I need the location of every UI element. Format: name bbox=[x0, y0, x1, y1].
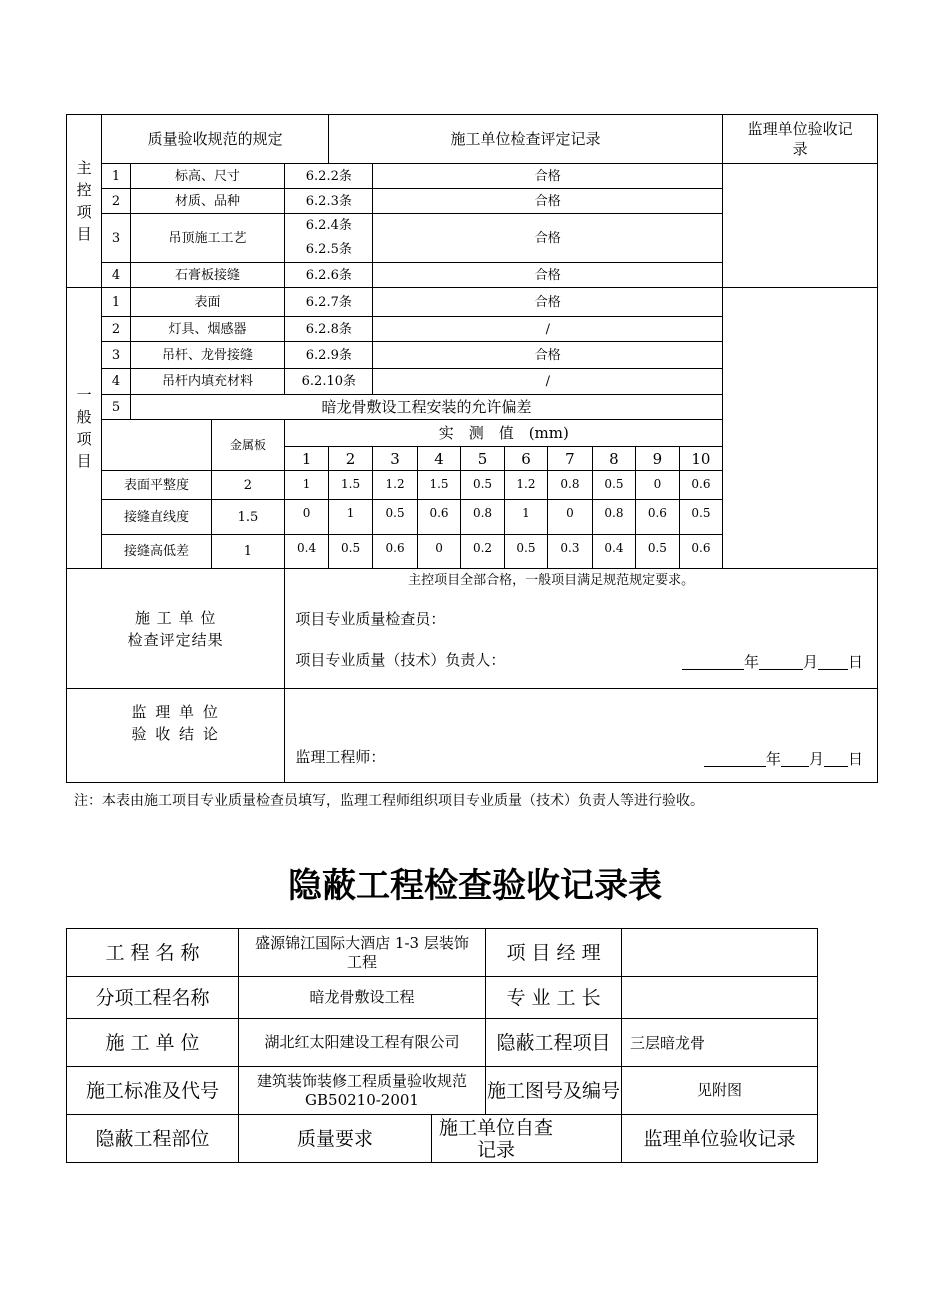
measure-col-number: 8 bbox=[592, 447, 635, 471]
metal-plate-label: 金属板 bbox=[211, 420, 285, 471]
inspection-table bbox=[66, 114, 878, 783]
day-blank[interactable] bbox=[818, 653, 848, 670]
vertical-label-char: 项 bbox=[76, 430, 92, 448]
item-no: 4 bbox=[102, 263, 130, 288]
measure-value: 1 bbox=[285, 471, 328, 500]
measure-value: 0.6 bbox=[636, 500, 679, 535]
hidden-works-table bbox=[66, 928, 818, 1163]
item-result: / bbox=[373, 317, 723, 342]
main-supervisor-cell bbox=[723, 164, 878, 288]
general-supervisor-cell bbox=[723, 288, 878, 569]
vertical-label-char: 目 bbox=[76, 225, 92, 243]
standard-label: 施工标准及代号 bbox=[67, 1067, 239, 1115]
measure-value: 1 bbox=[504, 500, 547, 535]
month-blank[interactable] bbox=[759, 653, 803, 670]
measure-col-number: 9 bbox=[636, 447, 679, 471]
measure-value: 0.2 bbox=[461, 535, 504, 569]
drawing-label: 施工图号及编号 bbox=[486, 1067, 622, 1115]
inspector-label: 项目专业质量检查员： bbox=[295, 610, 446, 628]
col-self-check bbox=[432, 1115, 622, 1163]
tech-lead-label: 项目专业质量（技术）负责人： bbox=[295, 651, 506, 669]
clause-line: 6.2.4条 bbox=[305, 218, 352, 233]
measure-value: 0 bbox=[548, 500, 592, 535]
measure-value: 1 bbox=[328, 500, 372, 535]
item-clause: 6.2.8条 bbox=[285, 317, 373, 342]
measure-value: 0.5 bbox=[592, 471, 635, 500]
foreman-value[interactable] bbox=[622, 977, 818, 1019]
item-no: 2 bbox=[102, 189, 130, 214]
standard-value: 建筑装饰装修工程质量验收规范 GB50210-2001 bbox=[239, 1067, 486, 1115]
measure-allowance: 1.5 bbox=[211, 500, 285, 535]
vertical-label-char: 般 bbox=[76, 408, 92, 426]
measure-value: 0 bbox=[636, 471, 679, 500]
item-name: 标高、尺寸 bbox=[130, 164, 285, 189]
spec-header: 质量验收规范的规定 bbox=[102, 115, 328, 164]
measure-value: 0.5 bbox=[328, 535, 372, 569]
measure-row-name: 接缝直线度 bbox=[102, 500, 211, 535]
measure-value: 0.4 bbox=[285, 535, 328, 569]
item-clause: 6.2.7条 bbox=[285, 288, 373, 317]
measure-col-number: 6 bbox=[504, 447, 547, 471]
measure-col-number: 5 bbox=[461, 447, 504, 471]
vertical-label-char: 一 bbox=[76, 386, 92, 404]
item-no: 5 bbox=[102, 395, 130, 420]
year-blank[interactable] bbox=[704, 750, 766, 767]
general-items-label bbox=[67, 288, 102, 569]
item-clause: 6.2.2条 bbox=[285, 164, 373, 189]
document-title: 隐蔽工程检查验收记录表 bbox=[288, 866, 662, 906]
measure-value: 0.5 bbox=[373, 500, 417, 535]
vertical-label-char: 项 bbox=[76, 203, 92, 221]
footnote: 注：本表由施工项目专业质量检查员填写，监理工程师组织项目专业质量（技术）负责人等进行验收。 bbox=[74, 793, 704, 809]
measure-col-number: 3 bbox=[373, 447, 417, 471]
blank-cell bbox=[102, 420, 211, 471]
project-name-value: 盛源锦江国际大酒店 1-3 层装饰工程 bbox=[239, 929, 486, 977]
contractor-value: 湖北红太阳建设工程有限公司 bbox=[239, 1019, 486, 1067]
measure-col-number: 1 bbox=[285, 447, 328, 471]
construction-result-cell bbox=[285, 569, 878, 689]
measure-value: 0.8 bbox=[592, 500, 635, 535]
item-result: 合格 bbox=[373, 214, 723, 263]
measure-value: 1.5 bbox=[417, 471, 460, 500]
drawing-value: 见附图 bbox=[622, 1067, 818, 1115]
measure-col-number: 2 bbox=[328, 447, 372, 471]
item-no: 3 bbox=[102, 214, 130, 263]
measure-value: 1.2 bbox=[504, 471, 547, 500]
month-blank[interactable] bbox=[781, 750, 809, 767]
measure-value: 0.5 bbox=[461, 471, 504, 500]
item-clause: 6.2.3条 bbox=[285, 189, 373, 214]
vertical-label-char: 目 bbox=[76, 452, 92, 470]
vertical-label-char: 主 bbox=[76, 159, 92, 177]
measure-value: 1.5 bbox=[328, 471, 372, 500]
month-label: 月 bbox=[802, 653, 818, 671]
measure-value: 0.5 bbox=[679, 500, 723, 535]
item-name: 吊顶施工工艺 bbox=[130, 214, 285, 263]
supervisor-conclusion-label: 监 理 单 位 验 收 结 论 bbox=[67, 689, 285, 783]
item-result: 合格 bbox=[373, 263, 723, 288]
measure-value: 0.8 bbox=[548, 471, 592, 500]
item-name: 吊杆内填充材料 bbox=[130, 369, 285, 395]
construction-conclusion: 主控项目全部合格，一般项目满足规范规定要求。 bbox=[408, 573, 695, 588]
measure-value: 0.6 bbox=[679, 471, 723, 500]
manager-value[interactable] bbox=[622, 929, 818, 977]
item-result: 合格 bbox=[373, 288, 723, 317]
item-result: / bbox=[373, 369, 723, 395]
item-clause: 6.2.10条 bbox=[285, 369, 373, 395]
measure-value: 1.2 bbox=[373, 471, 417, 500]
measure-col-number: 7 bbox=[548, 447, 592, 471]
col-self-check-text: 施工单位自查记录 bbox=[438, 1116, 553, 1161]
year-label: 年 bbox=[743, 653, 759, 671]
measured-values-header: 实 测 值 (mm) bbox=[285, 420, 723, 447]
signature-line bbox=[295, 653, 877, 673]
item-no: 1 bbox=[102, 288, 130, 317]
measure-allowance: 2 bbox=[211, 471, 285, 500]
measure-col-number: 10 bbox=[679, 447, 723, 471]
measure-value: 0.6 bbox=[417, 500, 460, 535]
manager-label: 项 目 经 理 bbox=[486, 929, 622, 977]
item-clause: 6.2.6条 bbox=[285, 263, 373, 288]
engineer-signature-line bbox=[295, 750, 877, 770]
col-quality: 质量要求 bbox=[239, 1115, 432, 1163]
foreman-label: 专 业 工 长 bbox=[486, 977, 622, 1019]
item-result: 合格 bbox=[373, 342, 723, 369]
item-name: 吊杆、龙骨接缝 bbox=[130, 342, 285, 369]
col-location: 隐蔽工程部位 bbox=[67, 1115, 239, 1163]
item-no: 4 bbox=[102, 369, 130, 395]
item-no: 2 bbox=[102, 317, 130, 342]
measure-value: 0 bbox=[417, 535, 460, 569]
engineer-label: 监理工程师： bbox=[295, 748, 386, 766]
item-no: 1 bbox=[102, 164, 130, 189]
item-result: 合格 bbox=[373, 189, 723, 214]
item-name: 灯具、烟感器 bbox=[130, 317, 285, 342]
contractor-label: 施 工 单 位 bbox=[67, 1019, 239, 1067]
item-name: 石膏板接缝 bbox=[130, 263, 285, 288]
project-name-label: 工 程 名 称 bbox=[67, 929, 239, 977]
col-supervisor: 监理单位验收记录 bbox=[622, 1115, 818, 1163]
date-fields bbox=[682, 653, 863, 670]
month-label: 月 bbox=[808, 750, 824, 768]
main-control-label bbox=[67, 115, 102, 288]
date-fields bbox=[704, 750, 863, 767]
measure-row-name: 接缝高低差 bbox=[102, 535, 211, 569]
tolerance-title: 暗龙骨敷设工程安装的允许偏差 bbox=[130, 395, 723, 420]
supervisor-conclusion-cell bbox=[285, 689, 878, 783]
item-result: 合格 bbox=[373, 164, 723, 189]
item-no: 3 bbox=[102, 342, 130, 369]
measure-value: 0.6 bbox=[373, 535, 417, 569]
measure-value: 0.4 bbox=[592, 535, 635, 569]
supervisor-header: 监理单位验收记录 bbox=[723, 115, 878, 164]
measure-row-name: 表面平整度 bbox=[102, 471, 211, 500]
item-name: 表面 bbox=[130, 288, 285, 317]
day-blank[interactable] bbox=[824, 750, 848, 767]
item-clause: 6.2.9条 bbox=[285, 342, 373, 369]
year-label: 年 bbox=[765, 750, 781, 768]
hidden-item-value: 三层暗龙骨 bbox=[622, 1019, 818, 1067]
measure-value: 0.5 bbox=[636, 535, 679, 569]
measure-col-number: 4 bbox=[417, 447, 460, 471]
measure-value: 0.8 bbox=[461, 500, 504, 535]
measure-allowance: 1 bbox=[211, 535, 285, 569]
construction-result-label: 施 工 单 位 检查评定结果 bbox=[67, 569, 285, 689]
measure-value: 0 bbox=[285, 500, 328, 535]
record-header: 施工单位检查评定记录 bbox=[328, 115, 722, 164]
item-clause bbox=[285, 214, 373, 263]
sub-project-label: 分项工程名称 bbox=[67, 977, 239, 1019]
item-name: 材质、品种 bbox=[130, 189, 285, 214]
sub-project-value: 暗龙骨敷设工程 bbox=[239, 977, 486, 1019]
vertical-label-char: 控 bbox=[76, 181, 92, 199]
year-blank[interactable] bbox=[682, 653, 744, 670]
hidden-item-label: 隐蔽工程项目 bbox=[486, 1019, 622, 1067]
clause-line: 6.2.5条 bbox=[305, 242, 352, 257]
day-label: 日 bbox=[847, 750, 863, 768]
measure-value: 0.3 bbox=[548, 535, 592, 569]
measure-value: 0.6 bbox=[679, 535, 723, 569]
day-label: 日 bbox=[847, 653, 863, 671]
measure-value: 0.5 bbox=[504, 535, 547, 569]
